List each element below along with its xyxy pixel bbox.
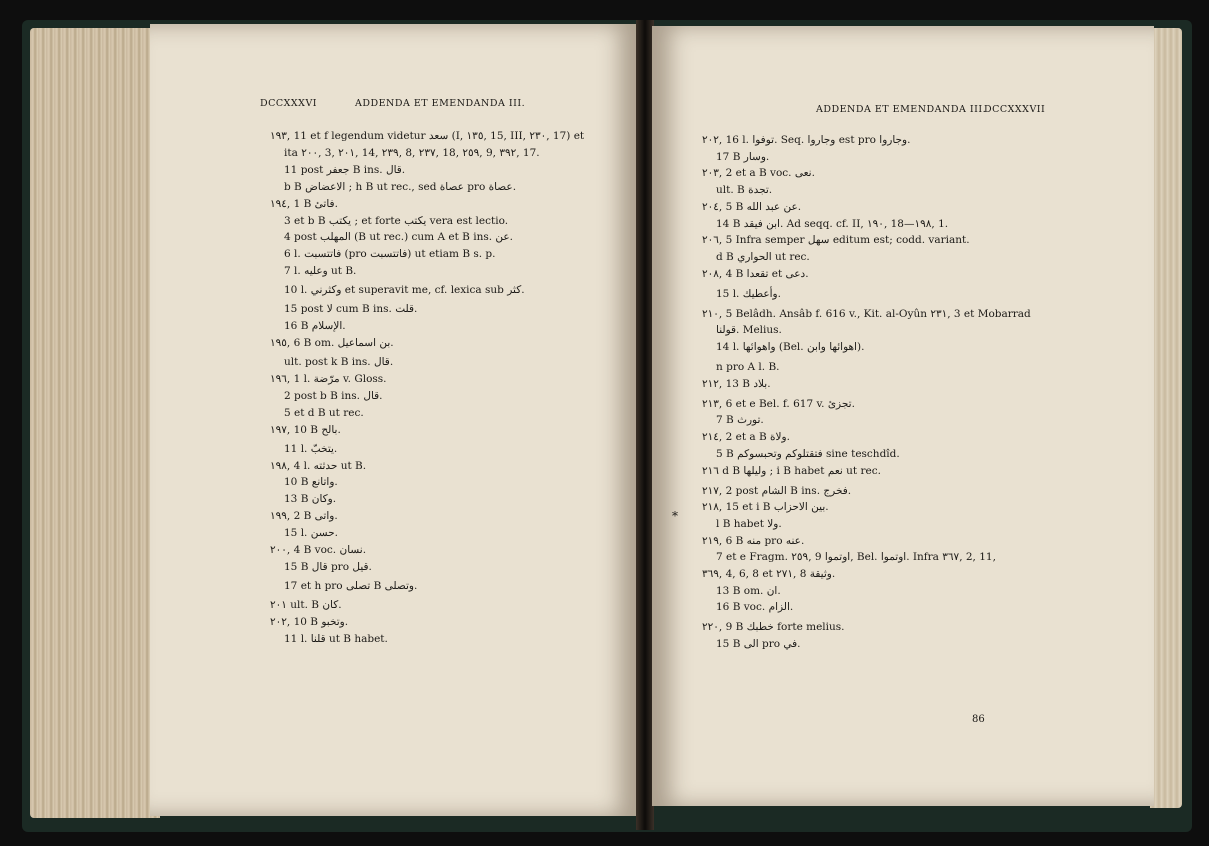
text-line: d B الحواري ut rec. bbox=[716, 250, 810, 263]
text-line: ٢١٦ d B وليلها ; i B habet نعم ut rec. bbox=[702, 464, 881, 477]
text-line: ult. B تجدة. bbox=[716, 184, 773, 197]
left-page-stack bbox=[30, 28, 160, 818]
text-line: b B الاعضاض ; h B ut rec., sed عصاة pro عصاة. bbox=[284, 180, 517, 193]
text-line: ita ٢٠٠, 3, ٢٠١, 14, ٢٣٩, 8, ٢٣٧, 18, ٢٥٩, 9, ٣٩٢, 17. bbox=[284, 146, 540, 159]
text-line: ult. post k B ins. قال. bbox=[284, 356, 394, 368]
text-line: 16 B voc. الزام. bbox=[716, 601, 794, 614]
text-line: ٢٠١ ult. B كان. bbox=[270, 598, 342, 611]
text-line: 13 B وكان. bbox=[284, 493, 337, 506]
text-line: ٢٠٢, 10 B وتخبو. bbox=[270, 615, 349, 628]
text-line: 11 post جعفر B ins. قال. bbox=[284, 163, 406, 176]
text-line: l B habet ولا. bbox=[716, 517, 782, 530]
text-line: 10 l. وكثرني et superavit me, cf. lexica sub كثر. bbox=[284, 284, 525, 297]
text-line: 5 et d B ut rec. bbox=[284, 406, 364, 419]
text-line: 14 l. واهوائها (Bel. اهوائها وابن). bbox=[716, 341, 865, 353]
asterisk-mark: * bbox=[672, 509, 678, 523]
text-line: 15 l. حسن. bbox=[284, 527, 338, 540]
text-line: ٢٠٨, 4 B تقعدا et دعى. bbox=[702, 267, 809, 280]
text-line: 16 B الإسلام. bbox=[284, 320, 346, 333]
text-line: 3 et b B يكتب ; et forte يكتب vera est lectio. bbox=[284, 214, 509, 227]
text-line: ١٩٥, 6 B om. بن اسماعيل. bbox=[270, 337, 394, 349]
text-line: 7 B تورث. bbox=[716, 414, 764, 427]
right-header-page-number: DCCXXXVII bbox=[984, 104, 1046, 115]
text-line: ١٩٤, 1 B فاتئ. bbox=[270, 197, 338, 210]
text-line: ٢٠٣, 2 et a B voc. نعى. bbox=[702, 167, 815, 180]
text-line: ٢٠٦, 5 Infra semper سهل editum est; codd. variant. bbox=[702, 234, 970, 247]
text-line: ١٩٧, 10 B بالح. bbox=[270, 423, 341, 436]
text-line: ٢١٨, 15 et i B بين الاحزاب. bbox=[702, 501, 829, 514]
text-line: 11 l. قلنا ut B habet. bbox=[284, 632, 388, 645]
text-line: 5 B فتقتلوكم وتحبسوكم sine teschdîd. bbox=[716, 447, 900, 460]
right-page bbox=[652, 26, 1154, 806]
left-header-title: ADDENDA ET EMENDANDA III. bbox=[355, 98, 526, 109]
text-line: 7 l. وعليه ut B. bbox=[284, 265, 357, 278]
folio-number: 86 bbox=[972, 714, 985, 725]
left-header-page-number: DCCXXXVI bbox=[260, 98, 318, 109]
text-line: ٢١٢, 13 B بلاد. bbox=[702, 377, 771, 390]
text-line: ٢١٠, 5 Belâdh. Ansâb f. 616 v., Kit. al-Oyûn ٢٣١, 3 et Mobarrad bbox=[702, 307, 1031, 320]
text-line: ١٩٦, 1 l. مرّضة v. Gloss. bbox=[270, 372, 387, 385]
text-line: 15 post لا cum B ins. قلت. bbox=[284, 303, 418, 316]
text-line: ١٩٩, 2 B واتى. bbox=[270, 510, 338, 523]
text-line: ٢٠٢, 16 l. توفوا. Seq. وجاروا est pro وجاروا. bbox=[702, 134, 911, 146]
text-line: 15 l. وأعطيك. bbox=[716, 287, 781, 300]
text-line: 6 l. فاتتسبت (pro فاتتسبت) ut etiam B s. p. bbox=[284, 248, 496, 261]
text-line: قولنا. Melius. bbox=[716, 324, 782, 337]
text-line: ٢١٩, 6 B منه pro عنه. bbox=[702, 534, 805, 547]
text-line: ٢٠٠, 4 B voc. نسان. bbox=[270, 544, 367, 556]
text-line: 7 et e Fragm. ٢٥٩, 9 اوتموا, Bel. اوتموا. Infra ٣٦٧, 2, 11, bbox=[716, 551, 996, 564]
right-header-title: ADDENDA ET EMENDANDA III. bbox=[816, 104, 987, 115]
text-line: 10 B واتانع. bbox=[284, 476, 338, 489]
text-line: 4 post المهلب (B ut rec.) cum A et B ins. عن. bbox=[284, 231, 514, 244]
text-line: ٢١٣, 6 et e Bel. f. 617 v. تجزئ. bbox=[702, 397, 855, 410]
text-line: 15 B قال pro قيل. bbox=[284, 560, 372, 573]
text-line: ١٩٨, 4 l. حدثته ut B. bbox=[270, 459, 367, 472]
text-line: 17 et h pro تصلى B وتصلى. bbox=[284, 579, 418, 592]
text-line: ٢١٤, 2 et a B ولاة. bbox=[702, 431, 790, 444]
text-line: 11 l. يتخبّ. bbox=[284, 442, 338, 455]
text-line: ١٩٣, 11 et f legendum videtur سعد (I, ١٣٥, 15, III, ٢٣٠, 17) et bbox=[270, 130, 585, 142]
text-line: n pro A l. B. bbox=[716, 361, 780, 373]
text-line: 13 B om. ان. bbox=[716, 584, 781, 597]
text-line: 15 B الى pro في. bbox=[716, 638, 801, 651]
text-line: 14 B ابن فيقد. Ad seqq. cf. II, ١٩٠, 18—١٩٨, 1. bbox=[716, 217, 949, 230]
left-page bbox=[150, 24, 638, 816]
text-line: ٢٢٠, 9 B خطبك forte melius. bbox=[702, 621, 845, 634]
text-line: ٣٦٩, 4, 6, 8 et ٢٧١, 8 وثيقة. bbox=[702, 568, 836, 580]
text-line: 17 B وسار. bbox=[716, 150, 770, 163]
text-line: ٢٠٤, 5 B عن عبد الله. bbox=[702, 200, 802, 213]
text-line: 2 post b B ins. قال. bbox=[284, 389, 383, 402]
text-line: ٢١٧, 2 post الشام B ins. فخرج. bbox=[702, 484, 852, 497]
right-page-stack bbox=[1150, 28, 1182, 808]
